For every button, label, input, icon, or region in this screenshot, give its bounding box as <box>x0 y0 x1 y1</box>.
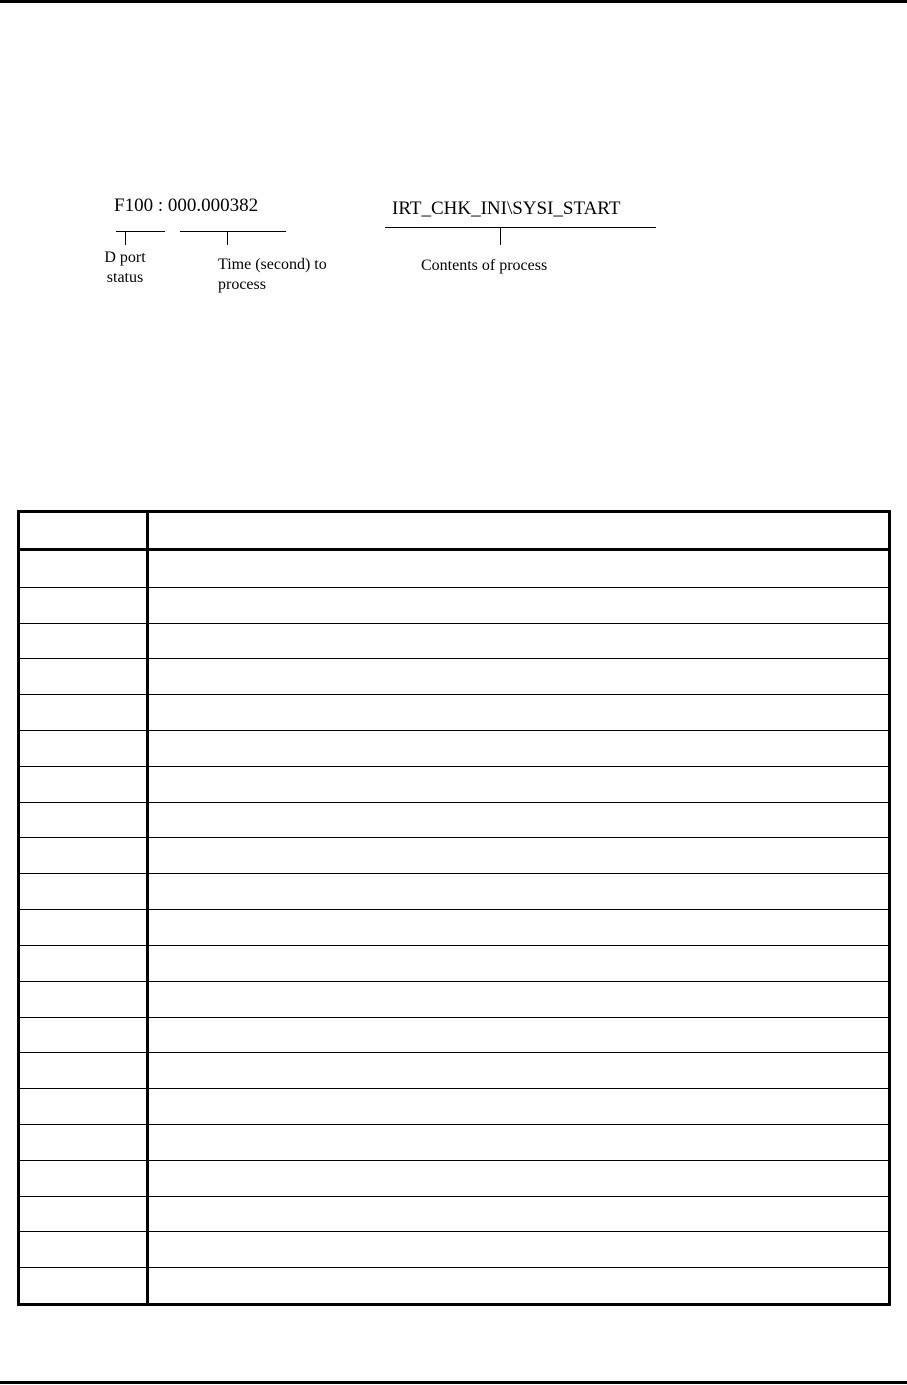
table-row-divider <box>20 623 888 624</box>
table-row-divider <box>20 766 888 767</box>
table-row-divider <box>20 1196 888 1197</box>
table-row-divider <box>20 837 888 838</box>
time-underline <box>180 231 286 232</box>
dport-tick <box>125 231 126 245</box>
table-header-divider <box>20 548 888 551</box>
table-column-divider <box>146 513 149 1303</box>
table-row-divider <box>20 909 888 910</box>
bottom-rule <box>0 1381 907 1384</box>
table-row-divider <box>20 694 888 695</box>
table-row-divider <box>20 945 888 946</box>
table-row-divider <box>20 1124 888 1125</box>
table-row-divider <box>20 802 888 803</box>
contents-tick <box>500 227 501 245</box>
table-row-divider <box>20 1088 888 1089</box>
contents-underline <box>385 227 656 228</box>
table-row-divider <box>20 1017 888 1018</box>
log-process-text: IRT_CHK_INI\SYSI_START <box>392 198 621 219</box>
table-row-divider <box>20 1267 888 1268</box>
table-row-divider <box>20 873 888 874</box>
contents-of-process-label: Contents of process <box>421 257 548 274</box>
time-tick <box>227 231 228 245</box>
table-row-divider <box>20 658 888 659</box>
table-row-divider <box>20 1052 888 1053</box>
log-status-time-text: F100 : 000.000382 <box>114 195 259 216</box>
table-row-divider <box>20 1160 888 1161</box>
dport-status-label: D port status <box>104 249 146 286</box>
table-row-divider <box>20 730 888 731</box>
log-format-diagram <box>0 0 907 320</box>
dport-underline <box>116 231 165 232</box>
time-to-process-label: Time (second) to process <box>218 256 327 293</box>
log-table <box>17 510 891 1306</box>
table-row-divider <box>20 587 888 588</box>
table-row-divider <box>20 981 888 982</box>
table-row-divider <box>20 1231 888 1232</box>
